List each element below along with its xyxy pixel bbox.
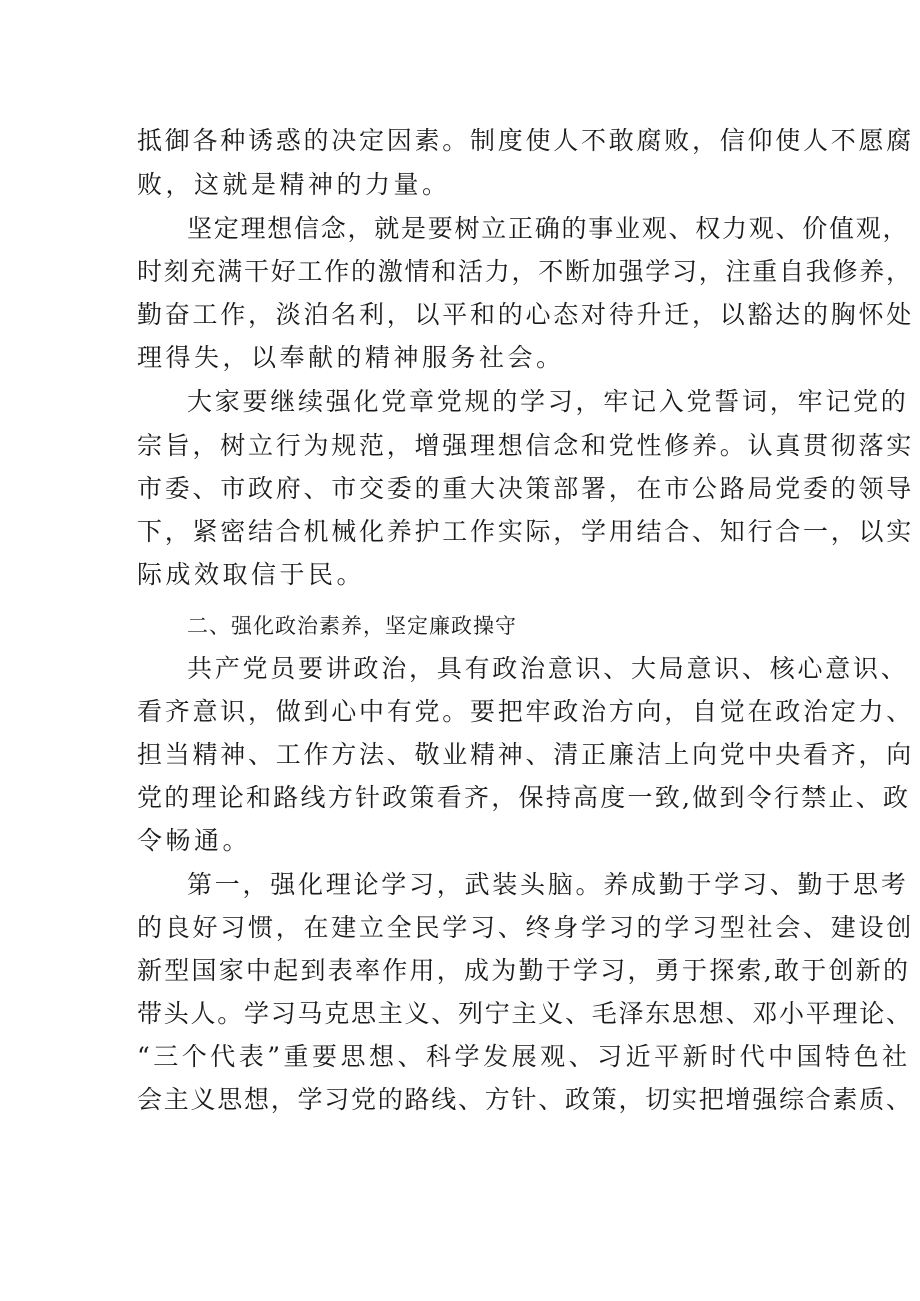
text-line: 时刻充满干好工作的激情和活力，不断加强学习，注重自我修养， — [137, 257, 913, 286]
text-line: 党的理论和路线方针政策看齐，保持高度一致,做到令行禁止、政 — [137, 783, 911, 812]
paragraph-start-line: 共产党员要讲政治，具有政治意识、大局意识、核心意识、 — [187, 654, 909, 683]
text-line: 际成效取信于民。 — [137, 560, 366, 589]
text-line: 下，紧密结合机械化养护工作实际，学用结合、知行合一，以实 — [137, 517, 915, 546]
paragraph-start-line: 大家要继续强化党章党规的学习，牢记入党誓词，牢记党的 — [187, 387, 909, 416]
section-heading: 二、强化政治素养，坚定廉政操守 — [187, 614, 517, 638]
text-line: 的良好习惯，在建立全民学习、终身学习的学习型社会、建设创 — [137, 913, 915, 942]
text-line: 抵御各种诱惑的决定因素。制度使人不敢腐败，信仰使人不愿腐 — [137, 126, 915, 155]
text-line: “三个代表”重要思想、科学发展观、习近平新时代中国特色社 — [137, 1042, 911, 1071]
text-line: 令畅通。 — [137, 826, 252, 855]
paragraph-start-line: 坚定理想信念，就是要树立正确的事业观、权力观、价值观， — [187, 214, 910, 243]
text-line: 会主义思想，学习党的路线、方针、政策，切实把增强综合素质、 — [137, 1085, 913, 1114]
text-line: 败，这就是精神的力量。 — [137, 170, 451, 199]
text-line: 看齐意识，做到心中有党。要把牢政治方向，自觉在政治定力、 — [137, 697, 915, 726]
text-line: 带头人。学习马克思主义、列宁主义、毛泽东思想、邓小平理论、 — [137, 999, 913, 1028]
paragraph-start-line: 第一，强化理论学习，武装头脑。养成勤于学习、勤于思考 — [187, 870, 909, 899]
text-line: 宗旨，树立行为规范，增强理想信念和党性修养。认真贯彻落实 — [137, 431, 915, 460]
text-line: 新型国家中起到表率作用，成为勤于学习，勇于探索,敢于创新的 — [137, 956, 911, 985]
text-line: 勤奋工作，淡泊名利，以平和的心态对待升迁，以豁达的胸怀处 — [137, 300, 915, 329]
text-line: 理得失，以奉献的精神服务社会。 — [137, 343, 565, 372]
text-line: 市委、市政府、市交委的重大决策部署，在市公路局党委的领导 — [137, 474, 915, 503]
text-line: 担当精神、工作方法、敬业精神、清正廉洁上向党中央看齐，向 — [137, 740, 915, 769]
